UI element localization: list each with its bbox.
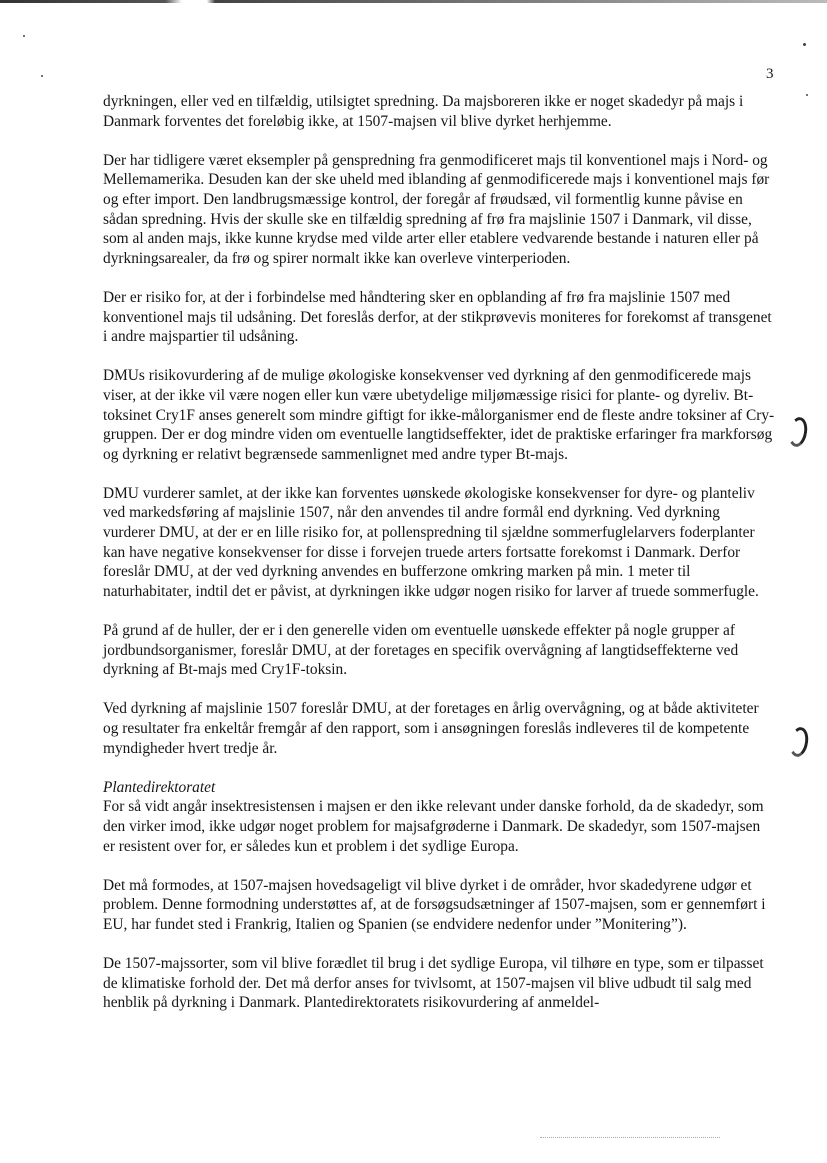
paragraph: Der har tidligere været eksempler på genspredning fra genmodificeret majs til konventionel majs i Nord- og Mellemamerika. Desuden kan der ske uheld med iblanding af genmodificerede majs i konventionel majs før og efter import. Den landbrugsmæssige kontrol, der foregår af frøudsæd, vil formentlig kunne påvise en sådan spredning. Hvis der skulle ske en tilfældig spredning af frø fra majslinie 1507 i Danmark, vil disse, som al anden majs, ikke kunne krydse med vilde arter eller etablere vedvarende bestande i naturen eller på dyrkningsarealer, da frø og spirer normalt ikke kan overleve vinterperioden.: [103, 151, 770, 267]
paragraph: dyrkningen, eller ved en tilfældig, utilsigtet spredning. Da majsboreren ikke er noget skadedyr på majs i Danmark forventes det foreløbig ikke, at 1507-majsen vil blive dyrket herhjemme.: [103, 93, 744, 130]
paragraph: Det må formodes, at 1507-majsen hovedsageligt vil blive dyrket i de områder, hvor skadedyrene udgør et problem. Denne formodning understøttes af, at de forsøgsudsætninger af 1507-majsen, som er gennemført i EU, har fundet sted i Frankrig, Italien og Spanien (se endvidere nedenfor under ”Monitering”).: [103, 876, 766, 933]
paragraph: De 1507-majssorter, som vil blive forædlet til brug i det sydlige Europa, vil tilhøre en type, som er tilpasset de klimatiske forhold der. Det må derfor anses for tvivlsomt, at 1507-majsen vil blive udbudt til salg med henblik på dyrkning i Danmark. Plantedirektoratets risikovurdering af anmeldel-: [103, 955, 764, 1012]
scan-top-edge: [0, 0, 827, 3]
paragraph: Ved dyrkning af majslinie 1507 foreslår DMU, at der foretages en årlig overvågning, og at både aktiviteter og resultater fra enkeltår fremgår af den rapport, som i ansøgningen foreslås indleveres til de kompetente myndigheder hvert tredje år.: [103, 700, 759, 757]
paragraph: Der er risiko for, at der i forbindelse med håndtering sker en opblanding af frø fra majslinie 1507 med konventionel majs til udsåning. Det foreslås derfor, at der stikprøvevis moniteres for forekomst af transgenet i andre majspartier til udsåning.: [103, 288, 772, 346]
binder-hole-mark: [788, 726, 811, 759]
paragraph: DMU vurderer samlet, at der ikke kan forventes uønskede økologiske konsekvenser for dyre- og planteliv ved markedsføring af majslinie 1507, når den anvendes til andre formål end dyrkning. Ved dyrkning vurderer DMU, at der er en lille risiko for, at pollenspredning til sjældne sommerfuglelarvers foderplanter kan have negative konsekvenser for disse i forvejen truede arters fortsatte forekomst i Danmark. Derfor foreslår DMU, at der ved dyrkning anvendes en bufferzone omkring marken på min. 1 meter til naturhabitater, indtil det er påvist, at dyrkningen ikke udgør nogen risiko for larver af truede sommerfugle.: [103, 484, 759, 600]
scan-artifact-line: [540, 1137, 720, 1139]
paragraph: På grund af de huller, der er i den generelle viden om eventuelle uønskede effekter på nogle grupper af jordbundsorganismer, foreslår DMU, at der foretages en specifik overvågning af langtidseffekterne ved dyrkning af Bt-majs med Cry1F-toksin.: [103, 622, 739, 679]
paragraph: For så vidt angår insektresistensen i majsen er den ikke relevant under danske forhold, da de skadedyr, som den virker imod, ikke udgør noget problem for majsafgrøderne i Danmark. De skadedyr, som 1507-majsen er resistent over for, er således kun et problem i det sydlige Europa.: [103, 798, 764, 855]
scan-speck: [806, 94, 808, 96]
scan-speck: [23, 35, 25, 37]
binder-hole-mark: [787, 416, 810, 449]
scan-speck: [803, 43, 806, 46]
scan-speck: [41, 75, 43, 77]
section-heading: Plantedirektoratet: [103, 778, 216, 796]
document-body: [103, 92, 775, 1033]
page-number: 3: [766, 66, 774, 82]
paragraph: DMUs risikovurdering af de mulige økologiske konsekvenser ved dyrkning af den genmodificerede majs viser, at der ikke vil være nogen eller kun være ubetydelige miljømæssige risici for plante- og dyreliv. Bt-toksinet Cry1F anses generelt som mindre giftigt for ikke-målorganismer end de fleste andre toksiner af Cry-gruppen. Der er dog mindre viden om eventuelle langtidseffekter, idet de praktiske erfaringer fra markforsøg og dyrkning er relativt begrænsede sammenlignet med andre typer Bt-majs.: [103, 367, 775, 463]
